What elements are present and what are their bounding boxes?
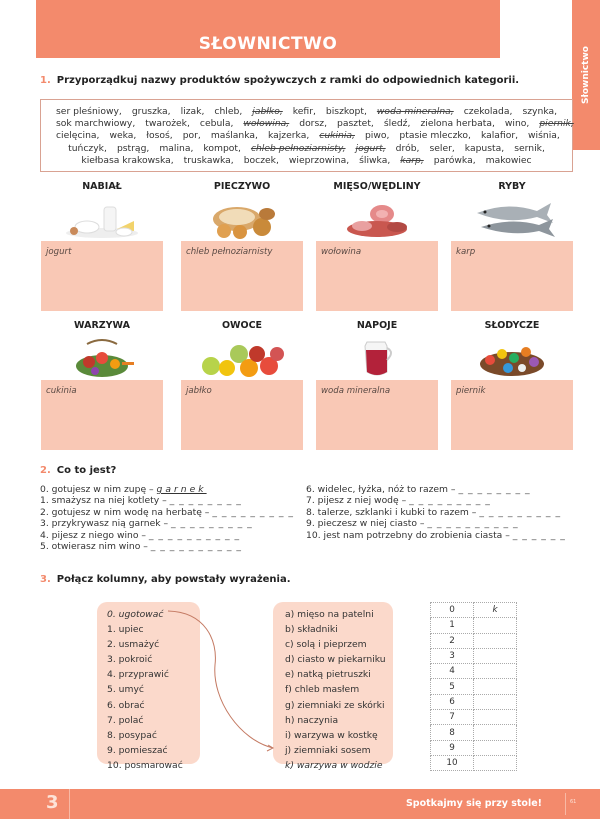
- category-answer-box[interactable]: [181, 241, 303, 311]
- word-bank-item: wołowina,: [243, 118, 290, 130]
- question-text: 3. przykrywasz nią garnek –: [40, 518, 169, 530]
- category-nabiał: [41, 181, 163, 311]
- questions-column-left: [40, 484, 294, 552]
- vegetables-image: [41, 338, 163, 378]
- answer-cell[interactable]: k: [474, 603, 517, 618]
- answer-number: 1: [431, 618, 474, 633]
- word-bank-line: [51, 130, 562, 142]
- word-bank-item: cebula,: [199, 118, 234, 130]
- word-bank-item: kajzerka,: [267, 130, 310, 142]
- question-text: 5. otwierasz nim wino –: [40, 541, 148, 553]
- verb-item: 6. obrać: [107, 699, 145, 711]
- question-item: [306, 530, 566, 541]
- category-owoce: [181, 320, 303, 450]
- answer-blank[interactable]: _ _ _ _ _ _ _ _ _: [212, 506, 295, 518]
- answer-blank[interactable]: _ _ _ _ _ _ _ _ _ _: [150, 541, 242, 553]
- verb-item: 8. posypać: [107, 729, 157, 741]
- phrase-item: c) solą i pieprzem: [285, 639, 367, 651]
- answer-cell[interactable]: [474, 633, 517, 648]
- question-text: 0. gotujesz w nim zupę –: [40, 484, 154, 495]
- footer-divider: [69, 789, 70, 819]
- exercise-number: 2.: [40, 465, 51, 476]
- page-footer: [0, 789, 600, 819]
- word-bank-item: czekolada,: [463, 106, 513, 117]
- word-bank-item: ptasie mleczko,: [399, 130, 471, 142]
- phrase-item: g) ziemniaki ze skórki: [285, 699, 385, 711]
- fruits-image: [181, 338, 303, 378]
- phrase-item: j) ziemniaki sosem: [285, 744, 371, 756]
- question-item: [40, 541, 294, 552]
- answer-cell[interactable]: [474, 725, 517, 740]
- word-bank-item: kiełbasa krakowska,: [81, 154, 174, 166]
- side-tab-label: Słownictwo: [581, 46, 591, 104]
- word-bank-item: chleb,: [214, 106, 243, 117]
- answer-row: [431, 725, 517, 740]
- verb-item: 10. posmarować: [107, 759, 183, 771]
- answer-row: [431, 755, 517, 770]
- question-text: 8. talerze, szklanki i kubki to razem –: [306, 506, 477, 518]
- word-bank-line: [51, 106, 562, 118]
- question-item: [40, 484, 294, 495]
- category-słodycze: [451, 320, 573, 450]
- answer-cell[interactable]: [474, 648, 517, 663]
- category-answer-box[interactable]: [41, 380, 163, 450]
- exercise-number: 1.: [40, 75, 51, 86]
- category-answer-box[interactable]: [316, 380, 438, 450]
- word-bank-item: śledź,: [383, 118, 411, 130]
- word-bank-item: maślanka,: [210, 130, 258, 142]
- category-warzywa: [41, 320, 163, 450]
- phrase-item: f) chleb masłem: [285, 684, 360, 696]
- answer-blank[interactable]: _ _ _ _ _ _ _ _: [458, 484, 531, 495]
- footer-divider: [565, 793, 566, 815]
- phrase-item: k) warzywa w wodzie: [285, 759, 383, 771]
- category-example: woda mineralna: [321, 386, 391, 396]
- category-example: jabłko: [186, 386, 212, 396]
- answer-cell[interactable]: [474, 618, 517, 633]
- answer-blank[interactable]: _ _ _ _ _ _ _ _: [169, 495, 242, 507]
- unit-title: Spotkajmy się przy stole!: [405, 798, 542, 809]
- meat-image: [316, 199, 438, 239]
- word-bank-item: malina,: [159, 142, 194, 154]
- answer-number: 5: [431, 679, 474, 694]
- word-bank-item: piernik,: [539, 118, 574, 130]
- word-bank-item: truskawka,: [183, 154, 234, 166]
- word-bank-item: jabłko,: [252, 106, 283, 117]
- answer-blank[interactable]: _ _ _ _ _ _ _ _ _: [409, 495, 491, 507]
- word-bank-item: śliwka,: [359, 154, 391, 166]
- phrase-item: e) natką pietruszki: [285, 669, 371, 681]
- exercise-1-title: [40, 75, 519, 86]
- word-bank-item: weka,: [109, 130, 137, 142]
- answer-number: 3: [431, 648, 474, 663]
- word-bank-item: makowiec: [485, 154, 532, 166]
- answer-row: [431, 679, 517, 694]
- category-example: piernik: [456, 386, 486, 396]
- answer-row: [431, 633, 517, 648]
- phrases-column: [273, 602, 393, 771]
- word-bank-item: lizak,: [180, 106, 205, 117]
- word-bank-item: gruszka,: [131, 106, 171, 117]
- verb-item: 1. upiec: [107, 624, 144, 636]
- word-bank-item: biszkopt,: [325, 106, 367, 117]
- category-ryby: [451, 181, 573, 311]
- answer-cell[interactable]: [474, 755, 517, 770]
- category-label: WARZYWA: [74, 320, 130, 331]
- answer-number: 7: [431, 710, 474, 725]
- question-text: 2. gotujesz w nim wodę na herbatę –: [40, 506, 210, 518]
- word-bank-item: cukinia,: [319, 130, 355, 142]
- category-pieczywo: [181, 181, 303, 311]
- phrase-item: a) mięso na patelni: [285, 609, 374, 620]
- word-bank-item: kapusta,: [464, 142, 505, 154]
- phrase-item: d) ciasto w piekarniku: [285, 654, 386, 666]
- answer-number: 6: [431, 694, 474, 709]
- category-napoje: [316, 320, 438, 450]
- word-bank-item: ser pleśniowy,: [56, 106, 122, 117]
- answer-row: [431, 664, 517, 679]
- word-bank-item: zielona herbata,: [420, 118, 495, 130]
- answer-blank[interactable]: _ _ _ _ _ _ _ _ _ _: [148, 529, 241, 541]
- bread-image: [181, 199, 303, 239]
- verb-item: 5. umyć: [107, 684, 144, 696]
- exercise-number: 3.: [40, 574, 51, 585]
- exercise-3-title: [40, 574, 291, 585]
- questions-column-right: [306, 484, 566, 541]
- exercise-instruction: Co to jest?: [56, 465, 117, 476]
- category-answer-box[interactable]: [181, 380, 303, 450]
- category-example: jogurt: [46, 247, 72, 257]
- category-example: cukinia: [46, 386, 77, 396]
- word-bank-line: [51, 143, 562, 155]
- question-item: [40, 530, 294, 541]
- section-title: SŁOWNICTWO: [198, 34, 338, 54]
- word-bank-item: łosoś,: [146, 130, 173, 142]
- category-label: RYBY: [498, 181, 526, 192]
- answer-blank[interactable]: _ _ _ _ _ _ _ _ _: [171, 518, 253, 530]
- word-bank-item: sernik,: [514, 142, 545, 154]
- answer-row: [431, 710, 517, 725]
- word-bank-item: twarożek,: [145, 118, 190, 130]
- drink-jug-image: [316, 338, 438, 378]
- exercise-instruction: Przyporządkuj nazwy produktów spożywczych z ramki do odpowiednich kategorii.: [56, 75, 520, 86]
- word-bank-item: drób,: [395, 142, 420, 154]
- word-bank-item: seler,: [429, 142, 455, 154]
- word-bank-item: dorsz,: [299, 118, 327, 130]
- answer-cell[interactable]: [474, 740, 517, 755]
- phrase-item: b) składniki: [285, 624, 338, 636]
- verb-item: 0. ugotować: [107, 609, 164, 620]
- phrase-item: i) warzywa w kostkę: [285, 729, 378, 741]
- word-bank-item: woda mineralna,: [376, 106, 454, 117]
- answer-number: 10: [431, 755, 474, 770]
- word-bank-item: piwo,: [364, 130, 390, 142]
- question-text: 1. smażysz na niej kotlety –: [40, 495, 167, 507]
- word-bank-item: szynka,: [522, 106, 558, 117]
- answer-row: [431, 603, 517, 618]
- word-bank-item: wino,: [504, 118, 530, 130]
- page-number: 61: [570, 799, 577, 805]
- word-bank-item: cielęcina,: [56, 130, 100, 142]
- question-item: [40, 518, 294, 529]
- question-item: [306, 507, 566, 518]
- question-text: 4. pijesz z niego wino –: [40, 529, 146, 541]
- verb-item: 9. pomieszać: [107, 744, 168, 756]
- category-example: karp: [456, 247, 476, 257]
- word-bank-box: [40, 99, 573, 172]
- answer-number: 9: [431, 740, 474, 755]
- phrase-item: h) naczynia: [285, 714, 339, 726]
- fish-image: [451, 199, 573, 239]
- word-bank-line: [51, 118, 574, 130]
- answer-blank[interactable]: _ _ _ _ _ _: [512, 529, 566, 541]
- word-bank-item: kalafior,: [480, 130, 519, 142]
- word-bank-item: wiśnia,: [528, 130, 560, 142]
- answer-blank[interactable]: _ _ _ _ _ _ _ _ _: [479, 506, 562, 518]
- word-bank-item: kompot,: [203, 142, 241, 154]
- answer-cell[interactable]: [474, 710, 517, 725]
- sweets-image: [451, 338, 573, 378]
- verbs-column: [97, 602, 200, 771]
- question-item: [306, 495, 566, 506]
- verb-item: 7. polać: [107, 714, 144, 726]
- category-label: NABIAŁ: [82, 181, 122, 192]
- answer-cell[interactable]: [474, 679, 517, 694]
- category-mięso-wędliny: [316, 181, 438, 311]
- answer-row: [431, 648, 517, 663]
- answer-table: [430, 602, 517, 771]
- word-bank-item: kefir,: [292, 106, 316, 117]
- question-text: 10. jest nam potrzebny do zrobienia ciasta –: [306, 529, 510, 541]
- answer-number: 2: [431, 633, 474, 648]
- dairy-products-image: [41, 199, 163, 239]
- section-header: [36, 0, 500, 58]
- verb-item: 2. usmażyć: [107, 639, 160, 651]
- exercise-2-title: [40, 465, 116, 476]
- verb-item: 3. pokroić: [107, 654, 153, 666]
- word-bank-line: [51, 155, 562, 167]
- word-bank-item: sok marchwiowy,: [56, 118, 136, 130]
- question-text: 9. pieczesz w niej ciasto –: [306, 518, 425, 530]
- category-answer-box[interactable]: [451, 380, 573, 450]
- word-bank-item: boczek,: [243, 154, 279, 166]
- word-bank-item: wieprzowina,: [288, 154, 350, 166]
- question-item: [40, 507, 294, 518]
- category-label: OWOCE: [221, 320, 263, 331]
- answer-row: [431, 694, 517, 709]
- unit-number: 3: [46, 792, 59, 813]
- word-bank-item: chleb pełnoziarnisty,: [250, 142, 346, 154]
- answer-cell[interactable]: [474, 664, 517, 679]
- word-bank-item: pstrąg,: [116, 142, 150, 154]
- question-item: [40, 495, 294, 506]
- answer-number: 8: [431, 725, 474, 740]
- question-item: [306, 484, 566, 495]
- category-example: chleb pełnoziarnisty: [186, 247, 273, 257]
- question-item: [306, 518, 566, 529]
- category-answer-box[interactable]: [451, 241, 573, 311]
- word-bank-item: karp,: [400, 154, 424, 166]
- word-bank-item: pasztet,: [337, 118, 374, 130]
- answer-number: 4: [431, 664, 474, 679]
- category-label: MIĘSO/WĘDLINY: [333, 181, 421, 192]
- side-tab: [572, 0, 600, 150]
- category-example: wołowina: [321, 247, 362, 257]
- exercise-instruction: Połącz kolumny, aby powstały wyrażenia.: [56, 574, 291, 585]
- verb-item: 4. przyprawić: [107, 669, 169, 681]
- answer-row: [431, 618, 517, 633]
- answer-number: 0: [431, 603, 474, 618]
- category-label: NAPOJE: [356, 320, 398, 331]
- category-answer-box[interactable]: [316, 241, 438, 311]
- word-bank-item: por,: [182, 130, 201, 142]
- word-bank-item: tuńczyk,: [68, 142, 107, 154]
- answer-blank[interactable]: _ _ _ _ _ _ _ _ _ _: [427, 518, 519, 530]
- answer-cell[interactable]: [474, 694, 517, 709]
- answer-row: [431, 740, 517, 755]
- example-answer: garnek: [156, 484, 207, 495]
- question-text: 7. pijesz z niej wodę –: [306, 495, 407, 507]
- word-bank-item: jogurt,: [355, 142, 386, 154]
- category-label: SŁODYCZE: [484, 320, 540, 331]
- category-answer-box[interactable]: [41, 241, 163, 311]
- category-label: PIECZYWO: [213, 181, 271, 192]
- word-bank-item: parówka,: [433, 154, 476, 166]
- question-text: 6. widelec, łyżka, nóż to razem –: [306, 484, 456, 495]
